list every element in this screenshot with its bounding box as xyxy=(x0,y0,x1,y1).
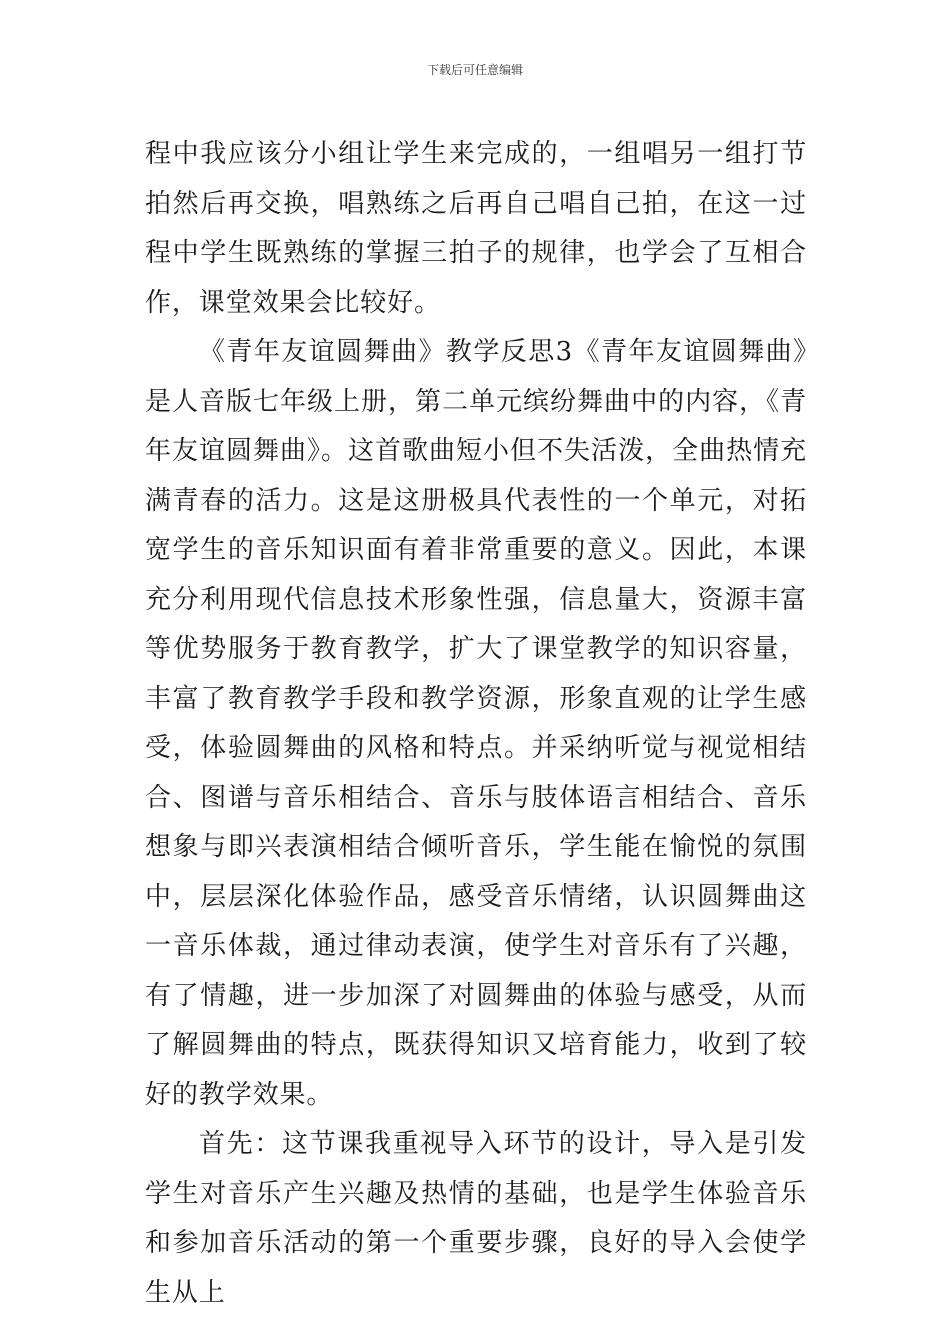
document-body xyxy=(145,130,807,1318)
paragraph-continuation: 程中我应该分小组让学生来完成的，一组唱另一组打节拍然后再交换，唱熟练之后再自己唱自己拍，在这一过程中学生既熟练的掌握三拍子的规律，也学会了互相合作，课堂效果会比较好。 xyxy=(145,139,807,318)
paragraph-first-point: 首先：这节课我重视导入环节的设计，导入是引发学生对音乐产生兴趣及热情的基础，也是学生体验音乐和参加音乐活动的第一个重要步骤，良好的导入会使学生从上 xyxy=(145,1129,807,1308)
page-header: 下载后可任意编辑 xyxy=(426,63,523,77)
paragraph-reflection-3: 《青年友谊圆舞曲》教学反思3《青年友谊圆舞曲》是人音版七年级上册，第二单元缤纷舞曲中的内容，《青年友谊圆舞曲》。这首歌曲短小但不失活泼，全曲热情充满青春的活力。这是这册极具代表性的一个单元，对拓宽学生的音乐知识面有着非常重要的意义。因此，本课充分利用现代信息技术形象性强，信息量大，资源丰富等优势服务于教育教学，扩大了课堂教学的知识容量，丰富了教育教学手段和教学资源，形象直观的让学生感受，体验圆舞曲的风格和特点。并采纳听觉与视觉相结合、图谱与音乐相结合、音乐与肢体语言相结合、音乐想象与即兴表演相结合倾听音乐，学生能在愉悦的氛围中，层层深化体验作品，感受音乐情绪，认识圆舞曲这一音乐体裁，通过律动表演，使学生对音乐有了兴趣，有了情趣，进一步加深了对圆舞曲的体验与感受，从而了解圆舞曲的特点，既获得知识又培育能力，收到了较好的教学效果。 xyxy=(145,337,807,1110)
